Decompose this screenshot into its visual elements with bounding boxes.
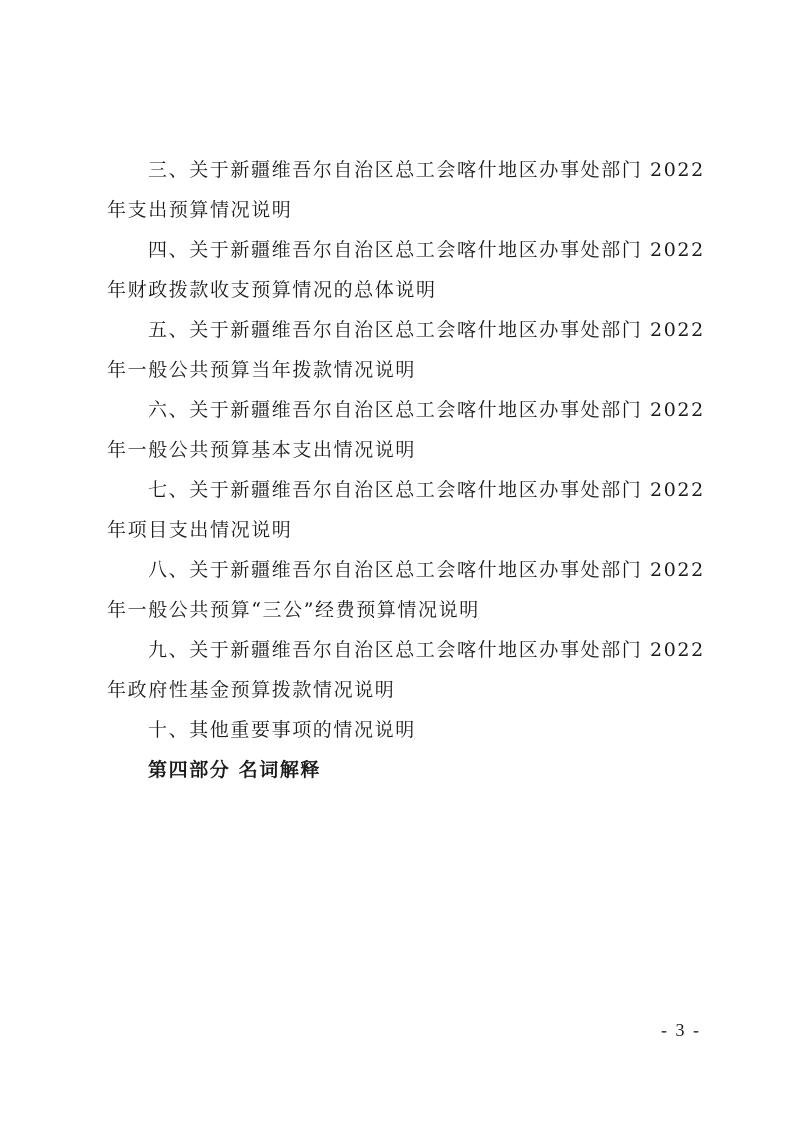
toc-item-6-line-2: 年一般公共预算基本支出情况说明 [107, 439, 417, 461]
toc-item-7-line-2: 年项目支出情况说明 [107, 519, 293, 541]
toc-item-7 [107, 470, 705, 550]
toc-item-6 [107, 390, 705, 470]
page-number: - 3 - [661, 1020, 701, 1040]
toc-item-9-line-1: 九、关于新疆维吾尔自治区总工会喀什地区办事处部门 2022 [148, 639, 705, 661]
toc-item-4-line-2: 年财政拨款收支预算情况的总体说明 [107, 279, 437, 301]
toc-item-4 [107, 230, 705, 310]
toc-item-3-line-2: 年支出预算情况说明 [107, 199, 293, 221]
toc-item-9 [107, 630, 705, 710]
contents-list [107, 150, 705, 790]
toc-item-4-line-1: 四、关于新疆维吾尔自治区总工会喀什地区办事处部门 2022 [148, 239, 705, 261]
toc-item-8-line-2: 年一般公共预算“三公”经费预算情况说明 [107, 599, 480, 621]
toc-item-8 [107, 550, 705, 630]
toc-item-3 [107, 150, 705, 230]
toc-item-3-line-1: 三、关于新疆维吾尔自治区总工会喀什地区办事处部门 2022 [148, 159, 705, 181]
toc-item-10-line-1: 十、其他重要事项的情况说明 [148, 719, 416, 741]
toc-item-10 [107, 710, 702, 750]
toc-item-7-line-1: 七、关于新疆维吾尔自治区总工会喀什地区办事处部门 2022 [148, 479, 705, 501]
toc-item-5-line-1: 五、关于新疆维吾尔自治区总工会喀什地区办事处部门 2022 [148, 319, 705, 341]
toc-item-8-line-1: 八、关于新疆维吾尔自治区总工会喀什地区办事处部门 2022 [148, 559, 705, 581]
toc-item-5-line-2: 年一般公共预算当年拨款情况说明 [107, 359, 417, 381]
toc-item-5 [107, 310, 705, 390]
toc-item-6-line-1: 六、关于新疆维吾尔自治区总工会喀什地区办事处部门 2022 [148, 399, 705, 421]
section-heading: 第四部分 名词解释 [148, 759, 322, 781]
toc-item-9-line-2: 年政府性基金预算拨款情况说明 [107, 679, 396, 701]
